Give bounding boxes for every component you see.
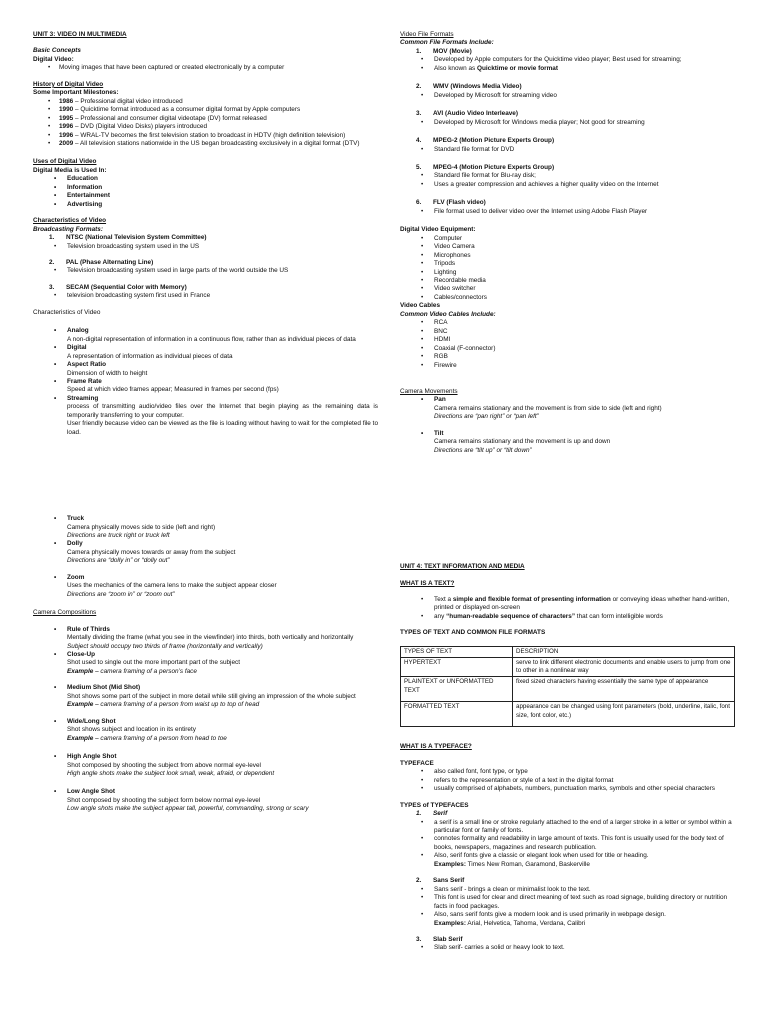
milestone-item: • 2009 – All television stations nationwide in the US began broadcasting exclusively in a digital format (DTV) <box>33 140 378 148</box>
camera-movement-name: • Tilt <box>400 430 735 438</box>
camera-movement-directions: Directions are “tilt up” or “tilt down” <box>434 446 532 454</box>
table-row <box>401 677 735 702</box>
typeface-type-name: 1. Serif <box>416 810 448 818</box>
equipment-item: • Video switcher <box>400 285 735 293</box>
cables-subheading: Common Video Cables Include: <box>400 310 496 318</box>
equipment-item: • Tripods <box>400 260 735 268</box>
composition-note: Low angle shots make the subject appear tall, powerful, commanding, strong or scary <box>67 805 309 813</box>
cable-item: • Firewire <box>400 362 735 370</box>
table-cell: serve to link different electronic documents and enable users to jump from one to other in a nonlinear way <box>513 658 735 677</box>
file-format-desc: • Uses a greater compression and achieves a higher quality video on the Internet <box>400 181 735 189</box>
characteristic-desc: A representation of information as individual pieces of data <box>67 352 233 360</box>
milestone-item: • 1986 – Professional digital video introduced <box>33 98 378 106</box>
text-definition-2: • any “human-readable sequence of characters” that can form intelligible words <box>400 613 735 621</box>
composition-desc: Mentally dividing the frame (what you see in the viewfinder) into thirds, both vertically and horizontally <box>67 634 354 642</box>
uses-heading: Uses of Digital Video <box>33 158 97 166</box>
file-format-name: 5. MPEG-4 (Motion Picture Experts Group) <box>416 163 555 171</box>
movement-desc: Uses the mechanics of the camera lens to make the subject appear closer <box>67 582 277 590</box>
file-format-name: 6. FLV (Flash video) <box>416 199 486 207</box>
composition-desc: Shot shows some part of the subject in more detail while still giving an impression of the whole subject <box>67 692 356 700</box>
types-of-typefaces-heading: TYPES of TYPEFACES <box>400 801 469 809</box>
composition-name: • Low Angle Shot <box>33 788 378 796</box>
file-format-desc: • Also known as Quicktime or movie format <box>400 65 735 73</box>
table-cell: PLAINTEXT or UNFORMATTED TEXT <box>401 677 513 702</box>
format-desc: • Television broadcasting system used in large parts of the world outside the US <box>33 267 378 275</box>
sans-item: • Sans serif - brings a clean or minimalist look to the text. <box>400 886 735 894</box>
uses-list <box>33 175 378 209</box>
what-is-text-heading: WHAT IS A TEXT? <box>400 579 455 587</box>
composition-desc: Shot shows subject and location in its entirety <box>67 726 196 734</box>
characteristic-desc: A non-digital representation of information in a continuous flow, rather than as individual pieces of data <box>67 335 356 343</box>
typeface-type-name: 3. Slab Serif <box>416 936 463 944</box>
composition-example: Example – camera framing of a person from waist up to top of head <box>67 701 260 709</box>
table-cell: FORMATTED TEXT <box>401 702 513 727</box>
composition-example: Example – camera framing of a person from head to toe <box>67 734 227 742</box>
typeface-item: • usually comprised of alphabets, numbers, punctuation marks, symbols and other special characters <box>400 785 735 793</box>
milestone-item: • 1996 – DVD (Digital Video Disks) players introduced <box>33 123 378 131</box>
camera-movement-desc: Camera remains stationary and the movement is from side to side (left and right) <box>434 404 662 412</box>
movement-desc: Camera physically moves towards or away from the subject <box>67 548 236 556</box>
types-of-text-heading: TYPES OF TEXT AND COMMON FILE FORMATS <box>400 629 546 637</box>
characteristic-name: • Streaming <box>33 395 378 403</box>
right-column <box>400 31 735 953</box>
characteristics-heading-2: Characteristics of Video <box>33 308 101 316</box>
characteristics-heading: Characteristics of Video <box>33 217 107 225</box>
compositions-heading: Camera Compositions <box>33 609 97 617</box>
movement-desc: Camera physically moves side to side (left and right) <box>67 523 216 531</box>
typeface-item: • refers to the representation or style of a text in the digital format <box>400 777 735 785</box>
movement-name: • Truck <box>33 515 378 523</box>
file-format-desc: • Standard file format for Blu-ray disk; <box>400 172 735 180</box>
serif-item: • a serif is a small line or stroke regularly attached to the end of a larger stroke in a letter or symbol within a particular font or family of fonts. <box>400 819 735 836</box>
characteristic-name: • Aspect Ratio <box>33 361 378 369</box>
composition-name: • Wide/Long Shot <box>33 718 378 726</box>
unit3-title: UNIT 3: VIDEO IN MULTIMEDIA <box>33 31 127 38</box>
characteristic-desc-2: User friendly because video can be viewed as the file is loading without having to wait for the completed file to load. <box>67 420 378 436</box>
cable-item: • RCA <box>400 319 735 327</box>
use-item: • Advertising <box>33 201 378 209</box>
cable-item: • HDMI <box>400 336 735 344</box>
typeface-item: • also called font, font type, or type <box>400 768 735 776</box>
file-format-name: 2. WMV (Windows Media Video) <box>416 83 522 91</box>
composition-note: Subject should occupy two thirds of frame (horizontally and vertically) <box>67 642 263 650</box>
composition-example: Example – camera framing of a person’s face <box>67 667 197 675</box>
camera-movements-heading: Camera Movements <box>400 387 458 395</box>
composition-name: • Close-Up <box>33 651 378 659</box>
file-format-desc: • Developed by Microsoft for streaming video <box>400 92 735 100</box>
characteristic-desc: process of transmitting audio/video files over the Internet that begin playing as the remaining data is temporarily transferring to your computer. <box>67 403 378 419</box>
use-item: • Education <box>33 175 378 183</box>
format-desc: • Television broadcasting system used in the US <box>33 243 378 251</box>
characteristic-name: • Frame Rate <box>33 378 378 386</box>
typeface-label: TYPEFACE <box>400 759 434 767</box>
format-name: 1. NTSC (National Television System Committee) <box>49 234 207 242</box>
digital-video-heading: Digital Video: <box>33 55 74 63</box>
common-formats-heading: Common File Formats Include: <box>400 39 494 47</box>
camera-movement-desc: Camera remains stationary and the movement is up and down <box>434 438 611 446</box>
milestone-item: • 1995 – Professional and consumer digital videotape (DV) format released <box>33 115 378 123</box>
equipment-item: • Recordable media <box>400 277 735 285</box>
serif-examples: Examples: Times New Roman, Garamond, Baskerville <box>434 860 590 868</box>
characteristic-name: • Digital <box>33 344 378 352</box>
file-format-desc: • Developed by Microsoft for Windows media player; Not good for streaming <box>400 119 735 127</box>
milestones-list <box>33 98 378 149</box>
sans-item: • Also, sans serif fonts give a modern look and is used primarily in webpage design. <box>400 911 735 919</box>
equipment-list <box>400 235 735 303</box>
cable-item: • RGB <box>400 353 735 361</box>
file-format-name: 3. AVI (Audio Video Interleave) <box>416 110 518 118</box>
sans-examples: Examples: Arial, Helvetica, Tahoma, Verdana, Calibri <box>434 919 586 927</box>
milestone-item: • 1996 – WRAL-TV becomes the first television station to broadcast in HDTV (high definition television) <box>33 132 378 140</box>
characteristic-name: • Analog <box>33 327 378 335</box>
format-name: 2. PAL (Phase Alternating Line) <box>49 258 154 266</box>
slab-item: • Slab serif- carries a solid or heavy look to text. <box>400 944 735 952</box>
typeface-type-name: 2. Sans Serif <box>416 877 465 885</box>
equipment-heading: Digital Video Equipment: <box>400 226 476 234</box>
cables-heading: Video Cables <box>400 302 441 310</box>
what-is-typeface-heading: WHAT IS A TYPEFACE? <box>400 743 472 751</box>
serif-item: • Also, serif fonts give a classic or elegant look when used for title or heading. <box>400 852 735 860</box>
equipment-item: • Computer <box>400 235 735 243</box>
basic-concepts-heading: Basic Concepts <box>33 47 81 55</box>
table-header-cell: DESCRIPTION <box>513 646 735 657</box>
table-header-cell: TYPES OF TEXT <box>401 646 513 657</box>
use-item: • Entertainment <box>33 192 378 200</box>
equipment-item: • Video Camera <box>400 243 735 251</box>
table-row <box>401 702 735 727</box>
sans-item: • This font is used for clear and direct meaning of text such as road signage, building directory or nutrition facts in food packages. <box>400 894 735 911</box>
file-format-name: 1. MOV (Movie) <box>416 47 472 55</box>
left-column <box>33 31 378 814</box>
composition-name: • Rule of Thirds <box>33 626 378 634</box>
video-formats-heading: Video File Formats <box>400 31 454 38</box>
uses-subheading: Digital Media is Used In: <box>33 166 107 174</box>
table-row <box>401 658 735 677</box>
cable-item: • BNC <box>400 328 735 336</box>
movement-directions: Directions are “dolly in” or “dolly out” <box>67 557 170 565</box>
digital-video-definition: • Moving images that have been captured or created electronically by a computer <box>33 64 378 72</box>
characteristic-desc: Dimension of width to height <box>67 369 148 377</box>
table-cell: fixed sized characters having essentially the same type of appearance <box>513 677 735 702</box>
composition-note: High angle shots make the subject look small, weak, afraid, or dependent <box>67 770 275 777</box>
text-definition-1: • Text a simple and flexible format of presenting information or conveying ideas whether hand-written, printed or displayed on-screen <box>400 596 735 613</box>
composition-desc: Shot used to single out the more important part of the subject <box>67 659 241 667</box>
file-format-desc: • File format used to deliver video over the Internet using Adobe Flash Player <box>400 208 735 216</box>
serif-item: • connotes formality and readability in large amount of texts. This font is usually used for the body text of books, newspapers, magazines and research publication. <box>400 835 735 852</box>
movement-directions: Directions are truck right or truck left <box>67 532 170 540</box>
types-of-text-table <box>400 646 735 728</box>
composition-desc: Shot composed by shooting the subject from above normal eye-level <box>67 761 261 769</box>
camera-movement-directions: Directions are “pan right” or “pan left” <box>434 413 539 421</box>
file-format-name: 4. MPEG-2 (Motion Picture Experts Group) <box>416 137 555 145</box>
milestones-heading: Some Important Milestones: <box>33 89 119 97</box>
broadcasting-formats-heading: Broadcasting Formats: <box>33 225 103 233</box>
composition-desc: Shot composed by shooting the subject form below normal eye-level <box>67 796 261 804</box>
movement-directions: Directions are “zoom in” or “zoom out” <box>67 590 175 598</box>
format-desc: • television broadcasting system first used in France <box>33 292 378 300</box>
history-heading: History of Digital Video <box>33 80 104 88</box>
use-item: • Information <box>33 184 378 192</box>
table-cell: appearance can be changed using font parameters (bold, underline, italic, font size, font color, etc.) <box>513 702 735 727</box>
milestone-item: • 1990 – Quicktime format introduced as a consumer digital format by Apple computers <box>33 106 378 114</box>
composition-name: • High Angle Shot <box>33 753 378 761</box>
file-format-desc: • Standard file format for DVD <box>400 146 735 154</box>
cable-item: • Coaxial (F-connector) <box>400 345 735 353</box>
movement-name: • Dolly <box>33 540 378 548</box>
movement-name: • Zoom <box>33 574 378 582</box>
equipment-item: • Lighting <box>400 269 735 277</box>
characteristic-desc: Speed at which video frames appear; Measured in frames per second (fps) <box>67 386 279 394</box>
camera-movement-name: • Pan <box>400 396 735 404</box>
format-name: 3. SECAM (Sequential Color with Memory) <box>49 283 187 291</box>
cables-list <box>400 319 735 370</box>
file-format-desc: • Developed by Apple computers for the Quicktime video player; Best used for streaming; <box>400 56 735 64</box>
unit4-title: UNIT 4: TEXT INFORMATION AND MEDIA <box>400 563 525 571</box>
composition-name: • Medium Shot (Mid Shot) <box>33 684 378 692</box>
table-header-row <box>401 646 735 657</box>
table-cell: HYPERTEXT <box>401 658 513 677</box>
equipment-item: • Microphones <box>400 252 735 260</box>
equipment-item: • Cables/connectors <box>400 294 735 302</box>
